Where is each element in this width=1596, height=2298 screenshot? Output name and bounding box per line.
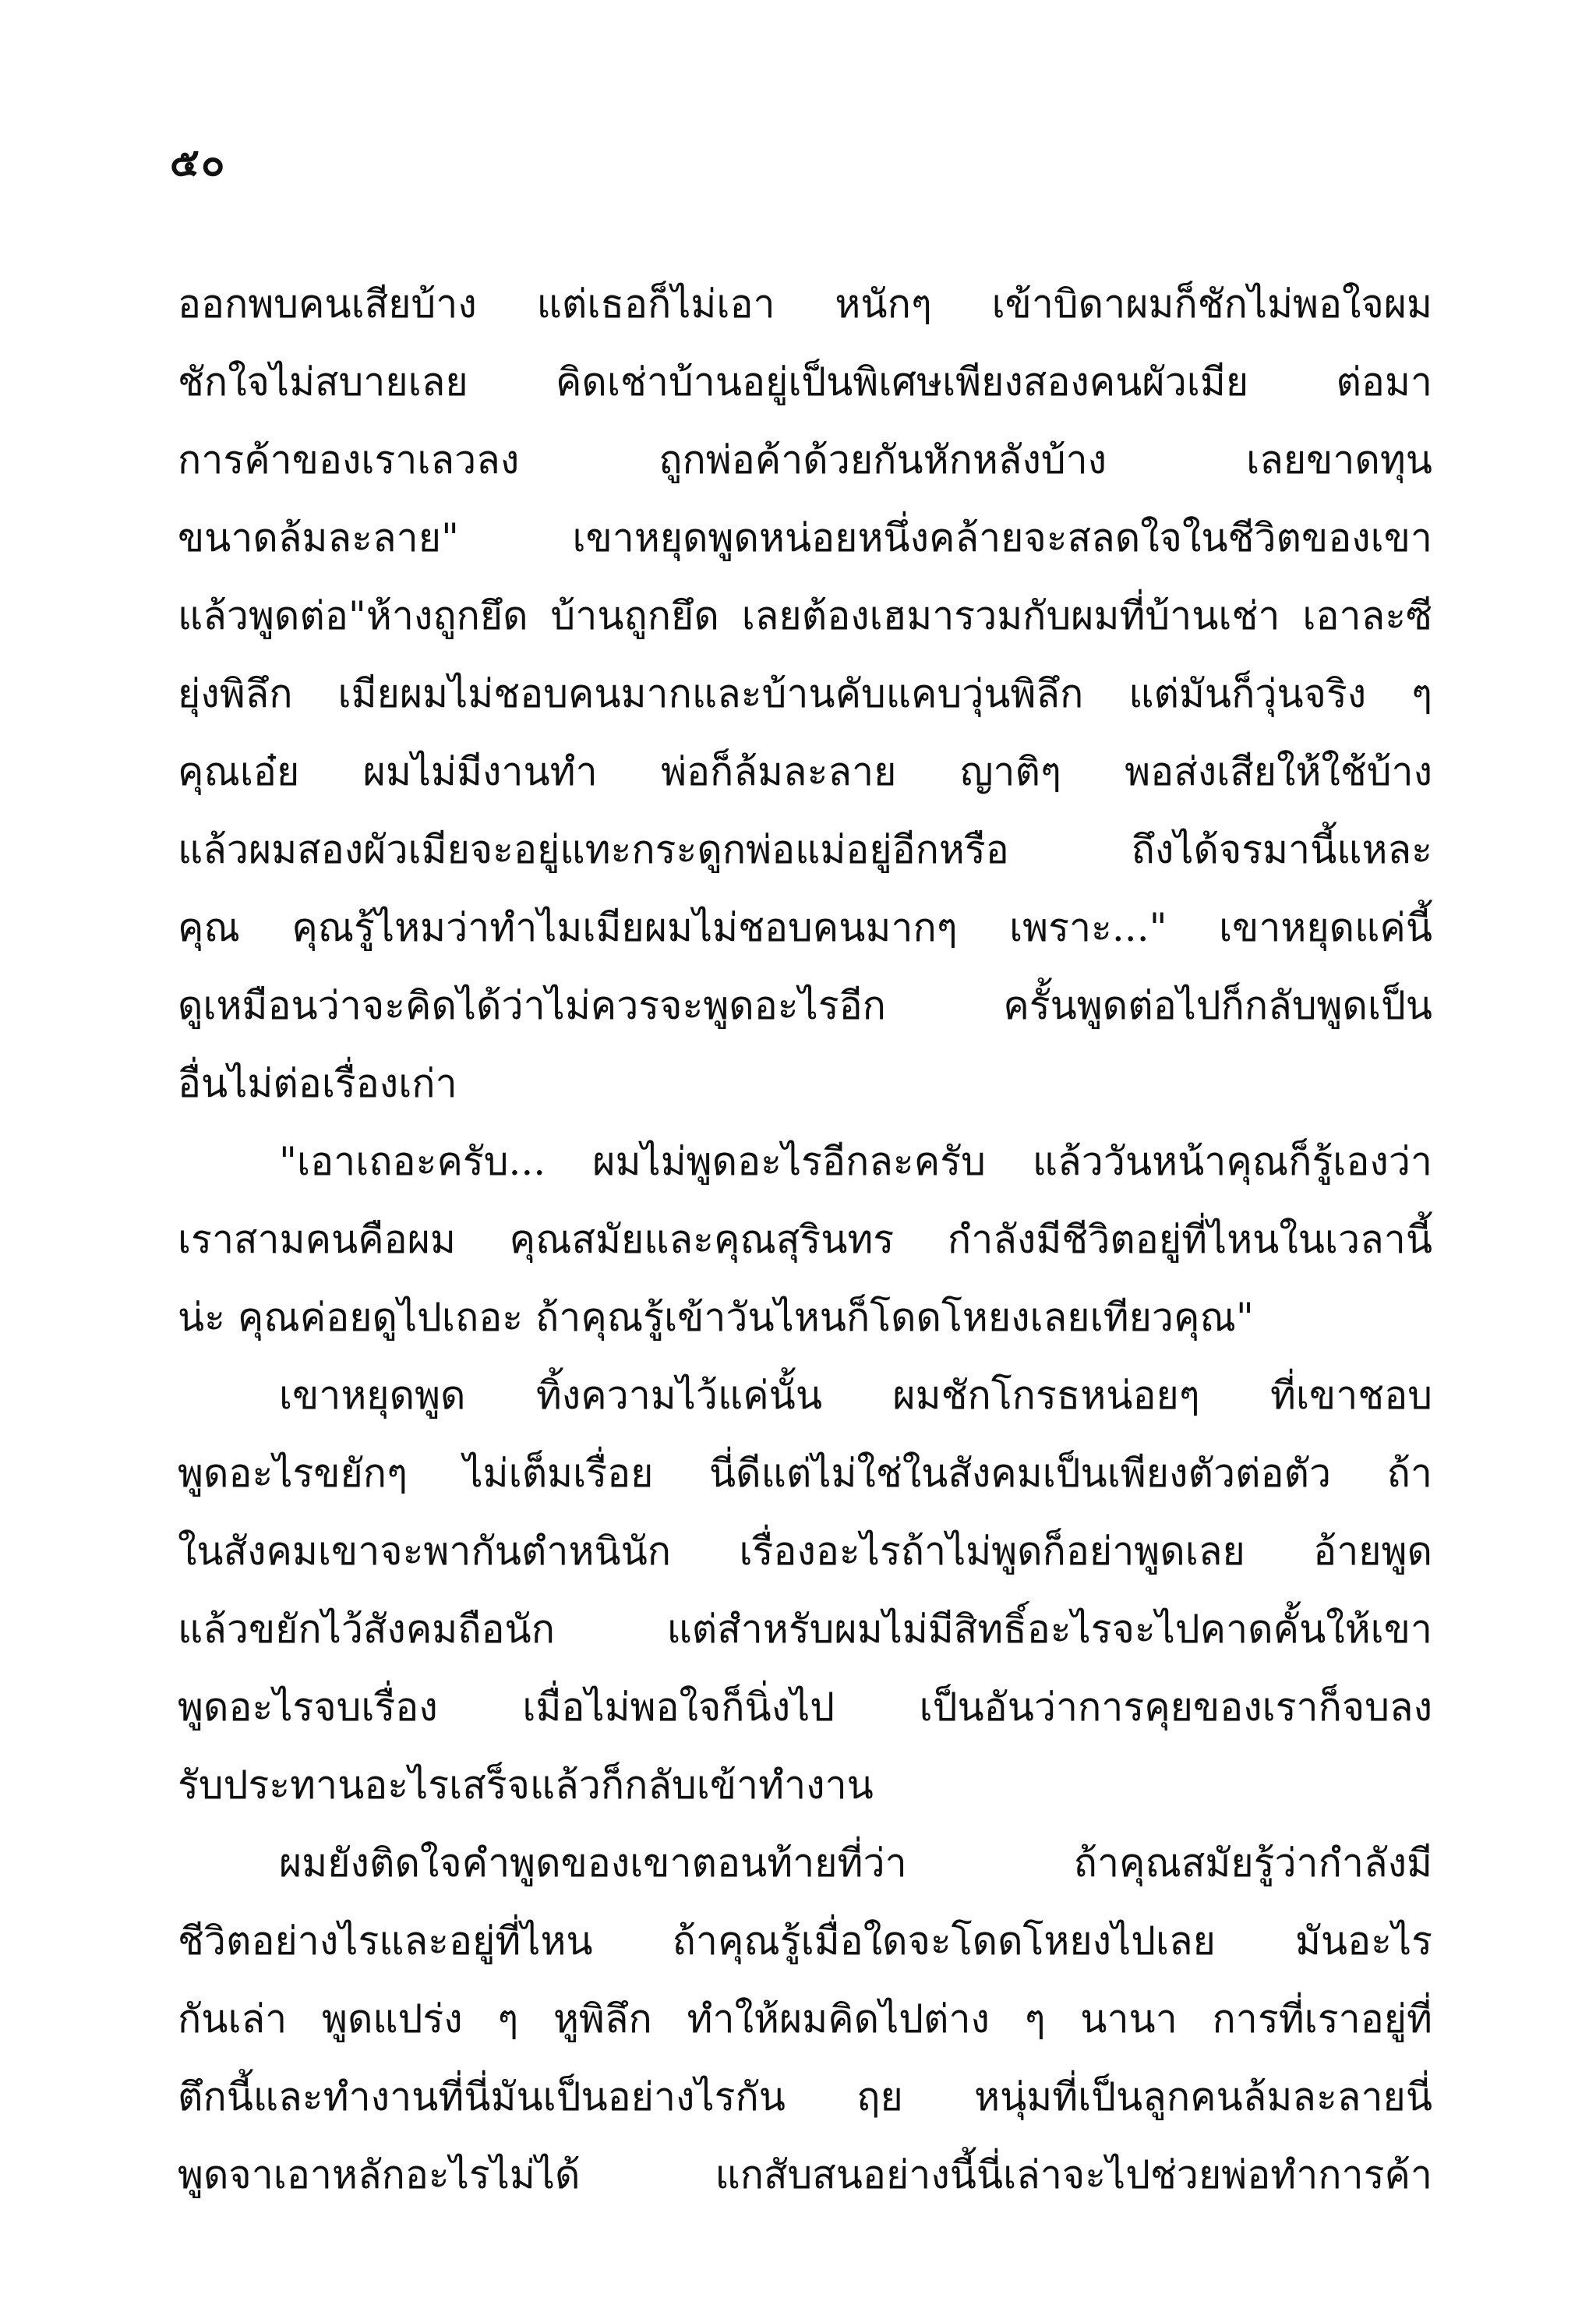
text-line: อื่นไม่ต่อเรื่องเก่า [178,1061,457,1106]
paragraph-1 [178,265,1432,1122]
text-line: ขนาดล้มละลาย" เขาหยุดพูดหน่อยหนึ่งคล้ายจะสลดใจในชีวิตของเขา [178,515,1432,560]
paragraph-3 [178,1356,1432,1824]
text-line: ดูเหมือนว่าจะคิดได้ว่าไม่ควรจะพูดอะไรอีก ครั้นพูดต่อไปก็กลับพูดเป็น [178,983,1432,1028]
text-line: ชักใจไม่สบายเลย คิดเช่าบ้านอยู่เป็นพิเศษเพียงสองคนผัวเมีย ต่อมา [178,359,1432,405]
text-line: คุณเอ๋ย ผมไม่มีงานทำ พ่อก็ล้มละลาย ญาติๆ พอส่งเสียให้ใช้บ้าง [178,749,1432,794]
text-line: กันเล่า พูดแปร่ง ๆ หูพิลึก ทำให้ผมคิดไปต่าง ๆ นานา การที่เราอยู่ที่ [178,1996,1432,2042]
text-line: คุณ คุณรู้ไหมว่าทำไมเมียผมไม่ชอบคนมากๆ เพราะ..." เขาหยุดแค่นี้ [178,905,1432,950]
text-line: ตึกนี้และทำงานที่นี่มันเป็นอย่างไรกัน ฤย หนุ่มที่เป็นลูกคนล้มละลายนี่ [178,2074,1432,2119]
text-line: ยุ่งพิลึก เมียผมไม่ชอบคนมากและบ้านคับแคบวุ่นพิลึก แต่มันก็วุ่นจริง ๆ [178,671,1432,716]
text-line: แล้วพูดต่อ"ห้างถูกยึด บ้านถูกยึด เลยต้องเฮมารวมกับผมที่บ้านเช่า เอาละซี [178,593,1432,638]
text-line: รับประทานอะไรเสร็จแล้วก็กลับเข้าทำงาน [178,1762,874,1808]
text-line: ชีวิตอย่างไรและอยู่ที่ไหน ถ้าคุณรู้เมื่อใดจะโดดโหยงไปเลย มันอะไร [178,1918,1432,1964]
text-line: เราสามคนคือผม คุณสมัยและคุณสุรินทร กำลังมีชีวิตอยู่ที่ไหนในเวลานี้ [178,1217,1432,1262]
page-number: ๕๐ [170,139,227,185]
text-line: พูดอะไรจบเรื่อง เมื่อไม่พอใจก็นิ่งไป เป็นอันว่าการคุยของเราก็จบลง [178,1685,1432,1730]
body-text [178,265,1432,2214]
text-line: เขาหยุดพูด ทิ้งความไว้แค่นั้น ผมชักโกรธหน่อยๆ ที่เขาชอบ [279,1373,1432,1418]
text-line: การค้าของเราเลวลง ถูกพ่อค้าด้วยกันหักหลังบ้าง เลยขาดทุน [178,437,1432,483]
text-line: ออกพบคนเสียบ้าง แต่เธอก็ไม่เอา หนักๆ เข้าบิดาผมก็ชักไม่พอใจผม [178,281,1432,327]
text-line: ในสังคมเขาจะพากันตำหนินัก เรื่องอะไรถ้าไม่พูดก็อย่าพูดเลย อ้ายพูด [178,1529,1432,1574]
text-line: "เอาเถอะครับ... ผมไม่พูดอะไรอีกละครับ แล้ววันหน้าคุณก็รู้เองว่า [279,1139,1432,1184]
paragraph-2 [178,1122,1432,1356]
text-line: พูดจาเอาหลักอะไรไม่ได้ แกสับสนอย่างนี้นี่เล่าจะไปช่วยพ่อทำการค้า [178,2152,1432,2197]
text-line: พูดอะไรขยักๆ ไม่เต็มเรื่อย นี่ดีแต่ไม่ใช่ในสังคมเป็นเพียงตัวต่อตัว ถ้า [178,1451,1432,1496]
paragraph-4 [178,1824,1432,2214]
text-line: น่ะ คุณค่อยดูไปเถอะ ถ้าคุณรู้เข้าวันไหนก็โดดโหยงเลยเทียวคุณ" [178,1295,1254,1340]
text-line: แล้วขยักไว้สังคมถือนัก แต่สำหรับผมไม่มีสิทธิ์อะไรจะไปคาดคั้นให้เขา [178,1607,1432,1652]
text-line: แล้วผมสองผัวเมียจะอยู่แทะกระดูกพ่อแม่อยู่อีกหรือ ถึงได้จรมานี้แหละ [178,827,1432,872]
text-line: ผมยังติดใจคำพูดของเขาตอนท้ายที่ว่า ถ้าคุณสมัยรู้ว่ากำลังมี [279,1840,1432,1886]
